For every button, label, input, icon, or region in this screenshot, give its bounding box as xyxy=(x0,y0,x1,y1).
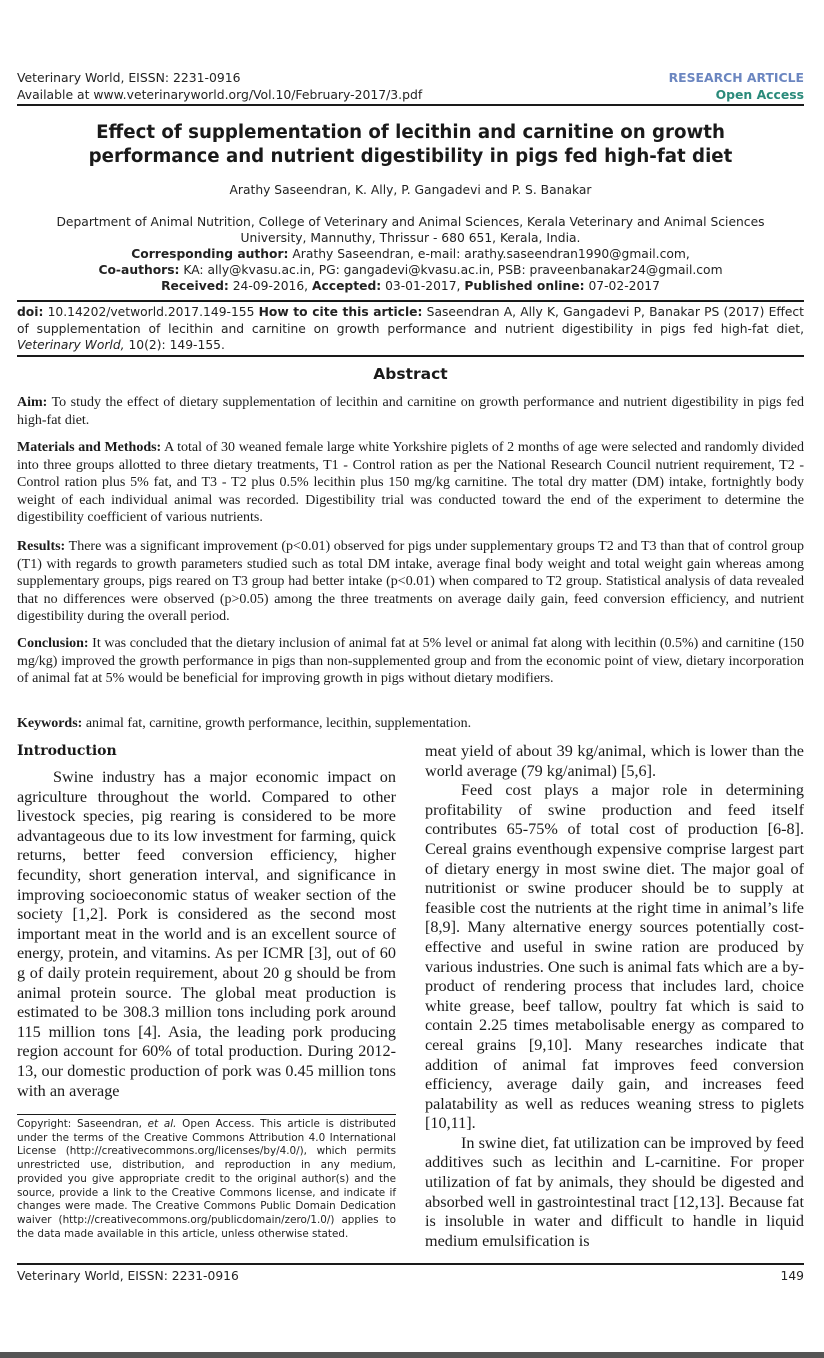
intro-paragraph-1-continued: meat yield of about 39 kg/animal, which is lower than the world average (79 kg/animal) [5,6]. xyxy=(425,742,804,780)
accepted-date: 03-01-2017, xyxy=(381,279,465,293)
results-text: There was a significant improvement (p<0.01) observed for pigs under supplementary groups T2 and T3 than that of control group (T1) with regards to growth parameters studied such as total DM intake, average final body weight and total weight gain whereas among supplementary groups, pigs reared on T3 group had better intake (p<0.01) when compared to T2 group. Statistical analysis of data revealed that no differences were observed (p>0.05) among the three treatments on average daily gain, feed conversion efficiency, and nutrient digestibility during the overall period. xyxy=(17,539,804,625)
coauthors xyxy=(17,262,804,278)
article-url[interactable]: Available at www.veterinaryworld.org/Vol.10/February-2017/3.pdf xyxy=(17,87,423,102)
open-access-label: Open Access xyxy=(715,87,804,102)
conclusion-text: It was concluded that the dietary inclusion of animal fat at 5% level or animal fat along with lecithin (0.5%) and carnitine (150 mg/kg) improved the growth performance in pigs than non-supplemented group and from the economic point of view, dietary incorporation of animal fat at 5% would be beneficial for improving growth in pigs without dietary modifiers. xyxy=(17,636,804,687)
keywords-text: animal fat, carnitine, growth performance, lecithin, supplementation. xyxy=(82,716,472,731)
received-label: Received: xyxy=(161,279,229,293)
introduction-heading: Introduction xyxy=(17,743,117,759)
corresponding-text[interactable]: Arathy Saseendran, e-mail: arathy.saseendran1990@gmail.com, xyxy=(288,247,690,261)
affiliation-line-1: Department of Animal Nutrition, College of Veterinary and Animal Sciences, Kerala Veterinary and Animal Sciences xyxy=(56,215,765,229)
journal-header xyxy=(17,69,422,103)
citation-bottom-divider xyxy=(17,355,804,357)
results-label: Results: xyxy=(17,539,66,554)
abstract-methods xyxy=(17,439,804,527)
methods-label: Materials and Methods: xyxy=(17,440,162,455)
coauthors-label: Co-authors: xyxy=(98,263,180,277)
copyright-divider xyxy=(17,1114,396,1115)
copyright-notice xyxy=(17,1118,396,1241)
doi-value[interactable]: 10.14202/vetworld.2017.149-155 xyxy=(43,305,259,319)
intro-paragraph-1: Swine industry has a major economic impact on agriculture throughout the world. Compared to other livestock species, pig rearing is considered to be more advantageous due to its low investment for farming, quick returns, better feed conversion efficiency, higher fecundity, short generation interval, and significance in improving socioeconomic status of weaker section of the society [1,2]. Pork is considered as the second most important meat in the world and is an excellent source of energy, protein, and vitamins. As per ICMR [3], out of 60 g of daily protein requirement, about 20 g should be from animal protein source. The global meat production is estimated to be 308.3 million tons including pork around 115 million tons [4]. Asia, the leading pork producing region account for 60% of total production. During 2012-13, our domestic production of pork was 0.45 million tons with an average xyxy=(17,768,396,1100)
citation-top-divider xyxy=(17,300,804,302)
cite-label: How to cite this article: xyxy=(258,305,423,319)
coauthors-text[interactable]: KA: ally@kvasu.ac.in, PG: gangadevi@kvasu.ac.in, PSB: praveenbanakar24@gmail.com xyxy=(179,263,723,277)
copyright-prefix: Copyright: Saseendran, xyxy=(17,1118,148,1130)
dates-line xyxy=(17,278,804,294)
affiliation-block xyxy=(17,214,804,294)
aim-label: Aim: xyxy=(17,395,48,410)
copyright-text: Open Access. This article is distributed under the terms of the Creative Commons Attribution 4.0 International License (http://creativecommons.org/licenses/by/4.0/), which permits unrestricted use, distribution, and reproduction in any medium, provided you give appropriate credit to the original author(s) and the source, provide a link to the Creative Commons license, and indicate if changes were made. The Creative Commons Public Domain Dedication waiver (http://creativecommons.org/publicdomain/zero/1.0/) applies to the data made available in this article, unless otherwise stated. xyxy=(17,1118,397,1240)
cite-volume-pages: 10(2): 149-155. xyxy=(124,338,225,352)
title-line-1: Effect of supplementation of lecithin and carnitine on growth xyxy=(96,122,725,143)
abstract-heading: Abstract xyxy=(373,365,448,383)
conclusion-label: Conclusion: xyxy=(17,636,89,651)
published-label: Published online: xyxy=(464,279,585,293)
keywords-label: Keywords: xyxy=(17,716,83,731)
paper-title xyxy=(17,121,804,169)
doi-label: doi: xyxy=(17,305,44,319)
published-date: 07-02-2017 xyxy=(584,279,660,293)
methods-text: A total of 30 weaned female large white Yorkshire piglets of 2 months of age were selected and randomly divided into three groups allotted to three dietary treatments, T1 - Control ration as per the National Research Council nutrient requirement, T2 - Control ration plus 5% fat, and T3 - T2 plus 0.5% lecithin plus 150 mg/kg carnitine. The total dry matter (DM) intake, fortnightly body weight of each individual animal was recorded. Digestibility trial was conducted toward the end of the experiment to determine the digestibility coefficient of various nutrients. xyxy=(17,440,804,526)
left-column xyxy=(17,768,396,1101)
intro-paragraph-3: In swine diet, fat utilization can be improved by feed additives such as lecithin and L-carnitine. For proper utilization of fat by animals, they should be digested and absorbed well in gastrointestinal tract [12,13]. Because fat is insoluble in water and difficult to handle in liquid medium emulsification is xyxy=(425,1133,804,1250)
corresponding-author xyxy=(17,246,804,262)
viewer-bottom-bar xyxy=(0,1352,824,1358)
article-type-block xyxy=(669,69,804,103)
cite-journal: Veterinary World, xyxy=(17,338,125,352)
citation-block xyxy=(17,304,804,354)
abstract-aim xyxy=(17,394,804,429)
accepted-label: Accepted: xyxy=(312,279,382,293)
abstract-results xyxy=(17,538,804,626)
copyright-etal: et al. xyxy=(147,1118,177,1130)
article-type-label: RESEARCH ARTICLE xyxy=(668,70,804,85)
header-divider xyxy=(17,104,804,106)
received-date: 24-09-2016, xyxy=(228,279,312,293)
right-column xyxy=(425,742,804,1251)
journal-issn: Veterinary World, EISSN: 2231-0916 xyxy=(17,70,241,85)
footer-divider xyxy=(17,1263,804,1265)
footer-journal: Veterinary World, EISSN: 2231-0916 xyxy=(17,1269,239,1283)
aim-text: To study the effect of dietary supplementation of lecithin and carnitine on growth performance and nutrient digestibility in pigs fed high-fat diet. xyxy=(17,395,804,428)
abstract-conclusion xyxy=(17,635,804,688)
cite-text: Saseendran A, Ally K, Gangadevi P, Banakar PS (2017) Effect of supplementation of lecithin and carnitine on growth performance and nutrient digestibility in pigs fed high-fat diet, xyxy=(17,305,804,336)
title-line-2: performance and nutrient digestibility in pigs fed high-fat diet xyxy=(88,146,733,167)
page-number: 149 xyxy=(780,1269,804,1283)
author-list: Arathy Saseendran, K. Ally, P. Gangadevi and P. S. Banakar xyxy=(229,183,592,197)
abstract-keywords xyxy=(17,715,804,733)
intro-paragraph-2: Feed cost plays a major role in determining profitability of swine production and feed itself contributes 65-75% of total cost of production [6-8]. Cereal grains eventhough expensive comprise largest part of dietary energy in most swine diet. The major goal of nutritionist or swine producer should be to supply at feasible cost the nutrients at the right time in animal’s life [8,9]. Many alternative energy sources potentially cost-effective and useful in swine ration are produced by various industries. One such is animal fats which are a by-product of rendering process that includes lard, choice white grease, beef tallow, poultry fat which is said to contain 2.25 times metabolisable energy as compared to cereal grains [9,10]. Many researches indicate that addition of animal fat improves feed conversion efficiency, average daily gain, and increases feed palatability as well as reduces weaning stress to piglets [10,11]. xyxy=(425,781,804,1133)
corresponding-label: Corresponding author: xyxy=(131,247,289,261)
affiliation-line-2: University, Mannuthy, Thrissur - 680 651, Kerala, India. xyxy=(240,231,581,245)
